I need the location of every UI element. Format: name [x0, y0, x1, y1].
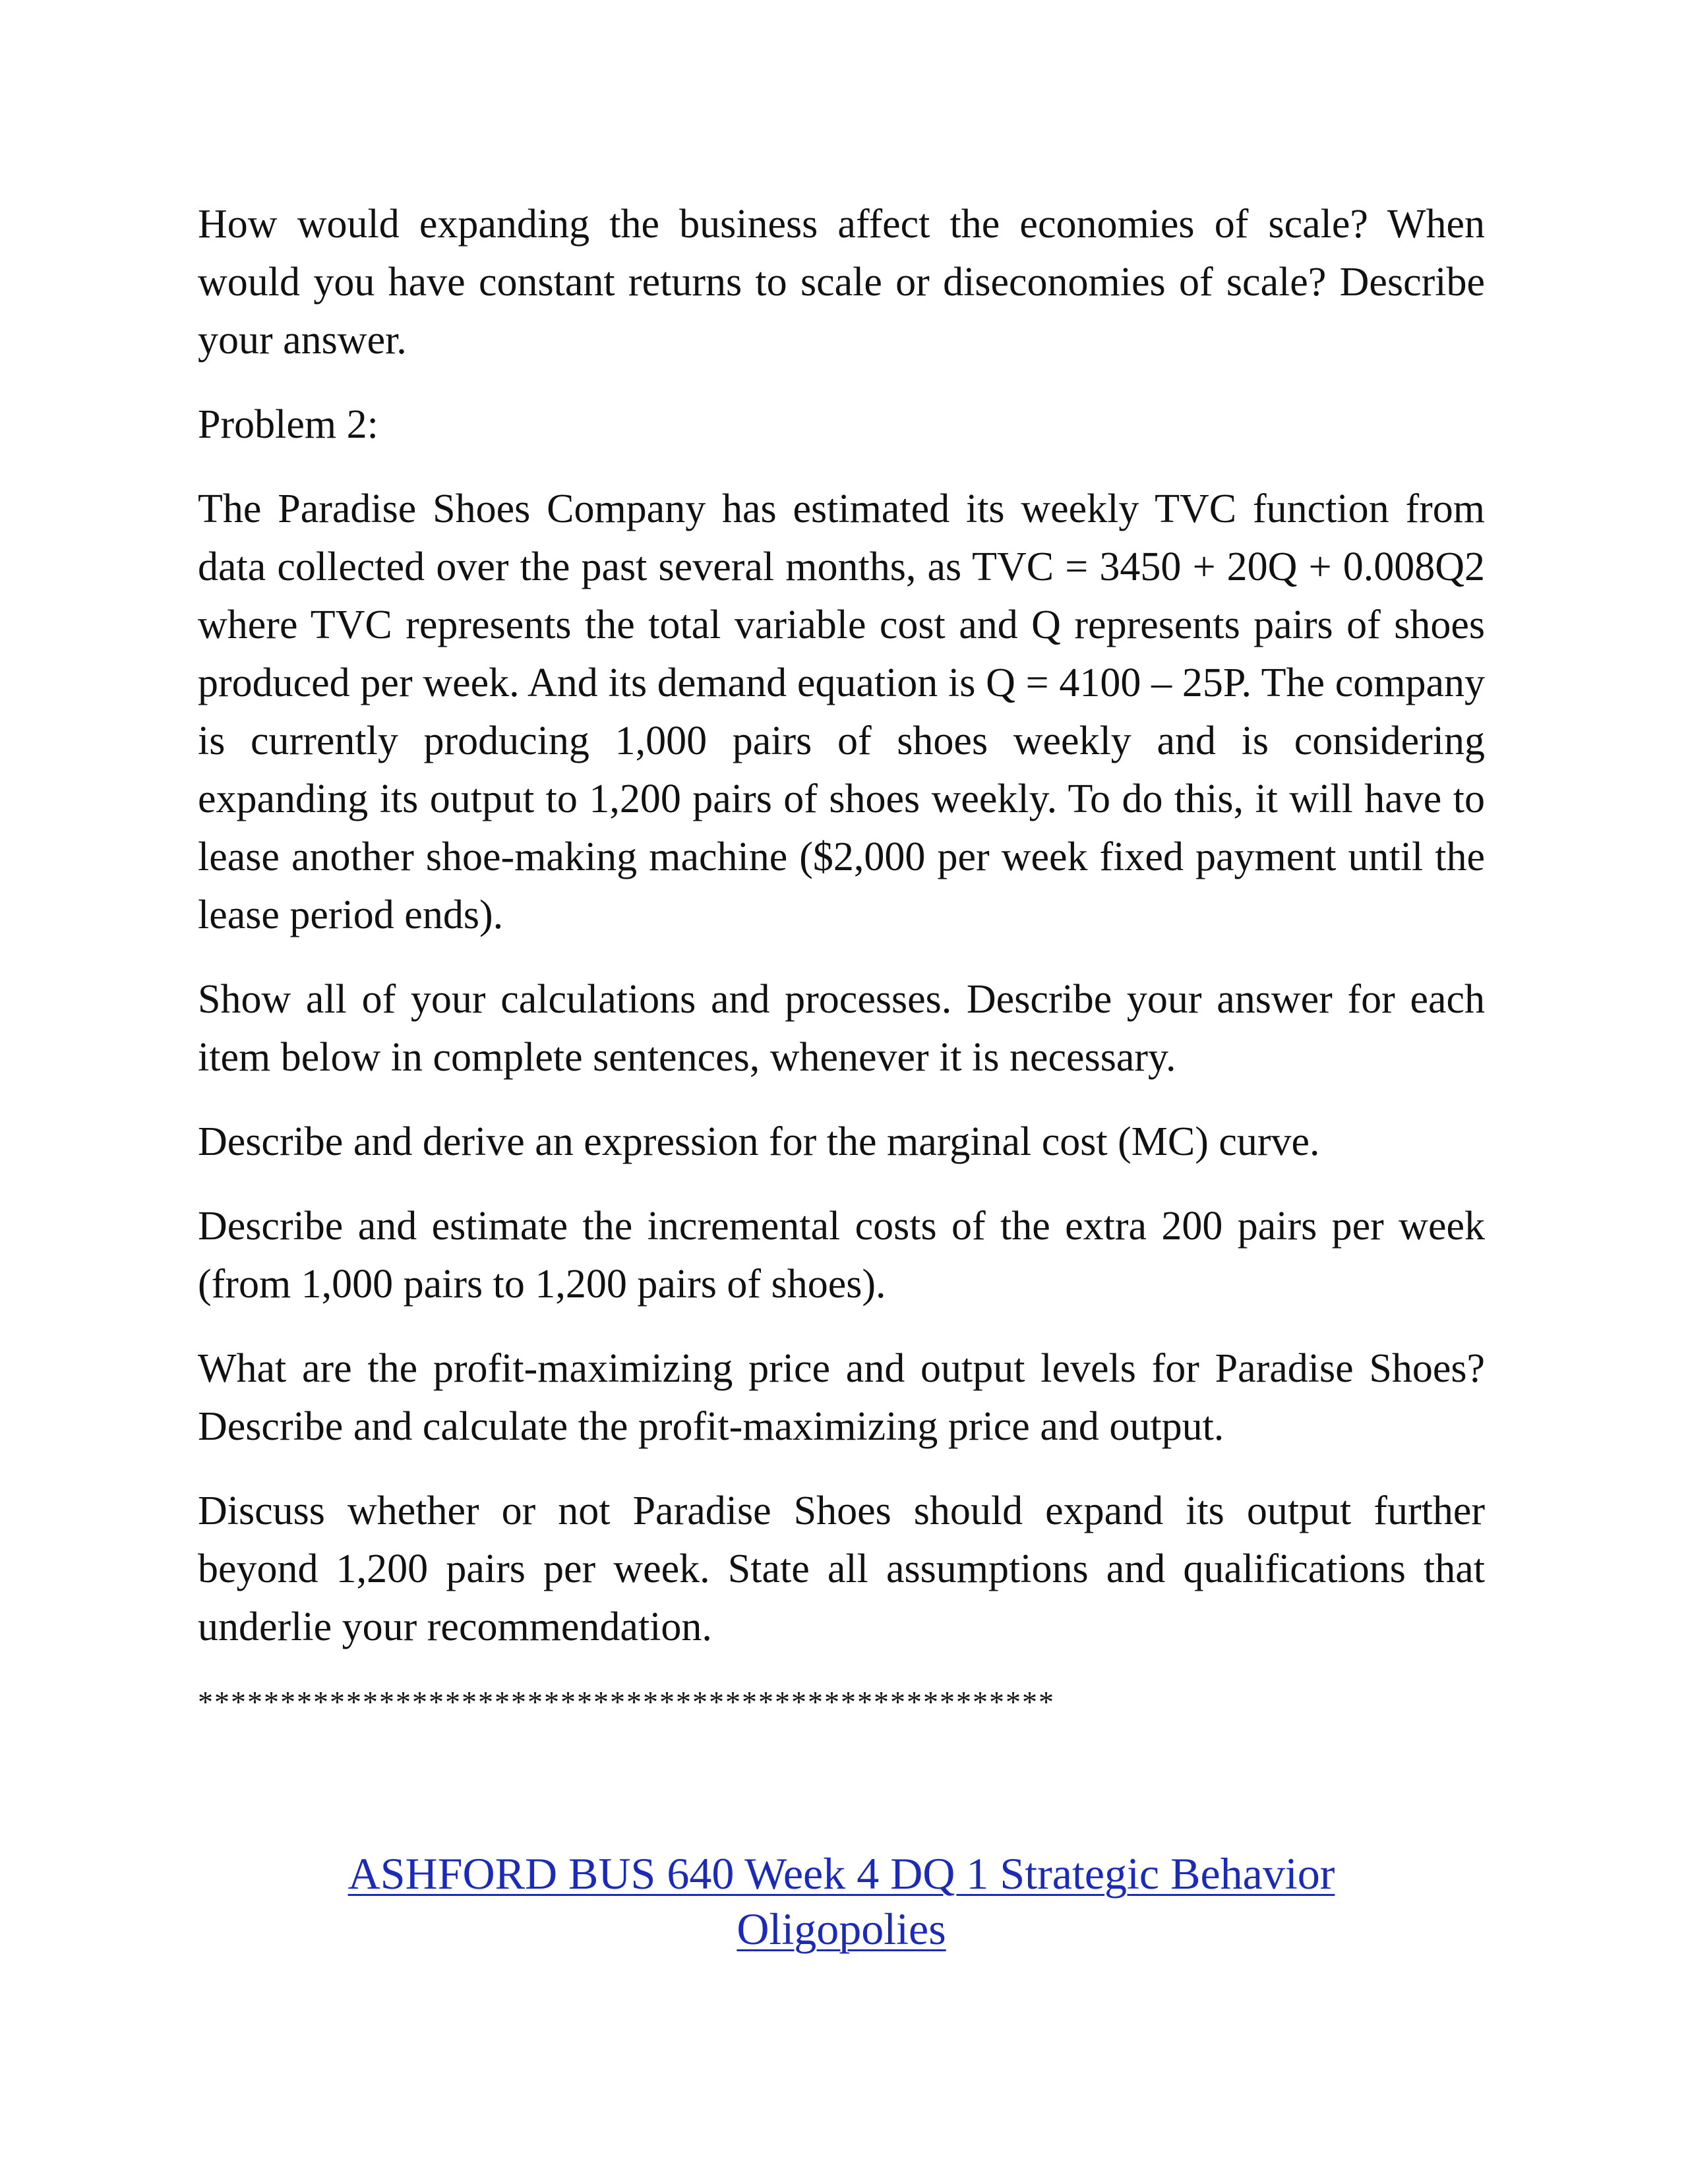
related-link-line1: ASHFORD BUS 640 Week 4 DQ 1 Strategic Behavior [347, 1848, 1335, 1899]
paragraph-instructions: Show all of your calculations and processes. Describe your answer for each item below in complete sentences, whenever it is necessary. [198, 977, 1485, 1080]
related-link-line2: Oligopolies [737, 1904, 946, 1954]
question-incremental-costs: Describe and estimate the incremental costs of the extra 200 pairs per week (from 1,000 pairs to 1,200 pairs of shoes). [198, 1204, 1485, 1307]
paragraph-economies-of-scale: How would expanding the business affect the economies of scale? When would you have constant returns to scale or diseconomies of scale? Describe your answer. [198, 202, 1485, 363]
document-body [198, 195, 1485, 1722]
paragraph-problem-statement: The Paradise Shoes Company has estimated its weekly TVC function from data collected over the past several months, as TVC = 3450 + 20Q + 0.008Q2 where TVC represents the total variable cost and Q represents pairs of shoes produced per week. And its demand equation is Q = 4100 – 25P. The company is currently producing 1,000 pairs of shoes weekly and is considering expanding its output to 1,200 pairs of shoes weekly. To do this, it will have to lease another shoe-making machine ($2,000 per week fixed payment until the lease period ends). [198, 487, 1485, 937]
question-profit-maximizing: What are the profit-maximizing price and output levels for Paradise Shoes? Describe and calculate the profit-maximizing price and output. [198, 1346, 1485, 1449]
related-link[interactable] [348, 1848, 1335, 1954]
related-link-block [198, 1846, 1485, 1957]
problem-heading: Problem 2: [198, 402, 378, 447]
separator-stars: **************************************************** [198, 1685, 1055, 1719]
question-expand-output: Discuss whether or not Paradise Shoes should expand its output further beyond 1,200 pairs per week. State all assumptions and qualifications that underlie your recommendation. [198, 1489, 1485, 1649]
question-marginal-cost: Describe and derive an expression for the marginal cost (MC) curve. [198, 1119, 1320, 1164]
